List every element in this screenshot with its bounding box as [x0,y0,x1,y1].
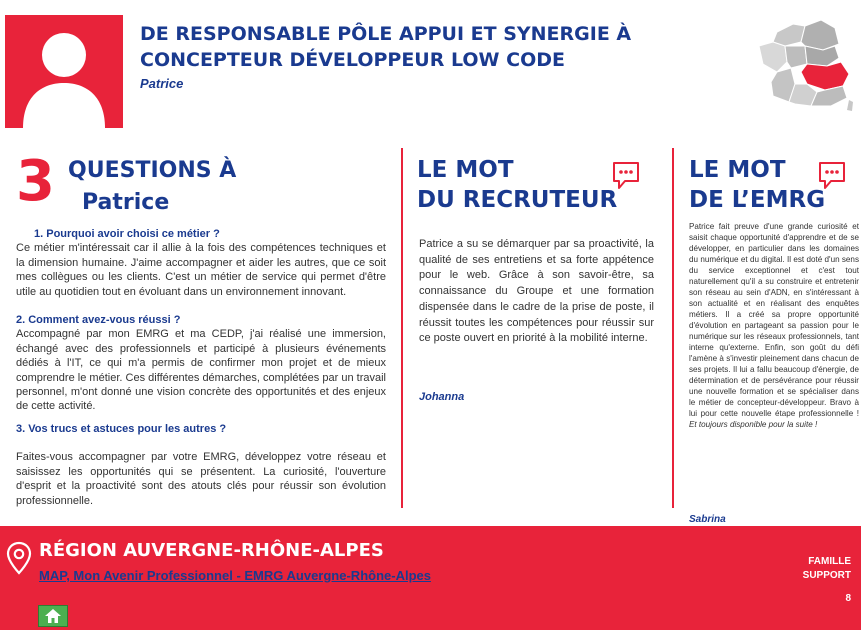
emrg-heading [689,155,825,215]
questions-heading [68,155,236,219]
questions-heading-label: QUESTIONS À [68,158,237,183]
recruteur-heading-line1: LE MOT [417,157,514,183]
questions-body [16,227,386,508]
answer-2: Accompagné par mon EMRG et ma CEDP, j'ai réalisé une immersion, échangé avec des professionnels et participé à plusieurs événements dédiés à l'IT, ce qui m'a permis de confirmer mon projet et de mieux comprendre le métier. Ces différentes démarches, complétées par un travail personnel, m'ont donné une vision concrète des opportunités et des enjeux de cette activité. [16,328,386,413]
questions-number: 3 [16,149,55,214]
emrg-text [689,221,859,430]
column-divider [672,148,674,508]
speech-bubble-icon [611,160,641,192]
question-1: 1. Pourquoi avoir choisi ce métier ? [34,228,220,240]
recruteur-heading [417,155,617,215]
avatar [5,15,123,128]
recruteur-heading-line2: DU RECRUTEUR [417,187,618,213]
answer-3: Faites-vous accompagner par votre EMRG, développez votre réseau et saisissez les opportunités qui se présentent. La curiosité, l'ouverture d'esprit et la proactivité sont des atouts clés pour réussir son évolution professionnelle. [16,451,386,507]
famille-label-line1: FAMILLE [808,556,851,567]
speech-bubble-icon [817,160,847,192]
home-button[interactable] [38,605,68,627]
map-region-se [811,86,847,106]
emrg-text-italic: Et toujours disponible pour la suite ! [689,420,818,429]
map-region-w [759,42,787,72]
questions-heading-name: Patrice [82,190,170,215]
emrg-text-main: Patrice fait preuve d'une grande curiosité et saisit chaque opportunité d'apprendre et de se développer, en particulier dans les domaines du numérique et du digital. Il est doté d'un sens du service exceptionnel et c'est tout naturellement qu'il a su construire et entretenir son réseau au sein d'ADN, en s'intéressant à son actualité et en réalisant des enquêtes métiers. Il a créé sa propre opportunité d'évolution en partageant sa passion pour le numérique sur les réseaux professionnels, tant interne qu'externe. Enfin, son goût du défi l'amène à s'investir pleinement dans chacun de ses projets. Il lui a fallu beaucoup d'énergie, de détermination et de persévérance pour réussir une nouvelle formation et se spécialiser dans le métier de concepteur-développeur. Bravo à lui pour cette nouvelle étape professionnelle ! [689,222,859,418]
map-region-ne [801,20,839,50]
emrg-map-link[interactable]: MAP, Mon Avenir Professionnel - EMRG Auvergne-Rhône-Alpes [39,568,431,583]
recruteur-text: Patrice a su se démarquer par sa proactivité, la qualité de ses entretiens et sa forte appétence pour le web. Grâce à son savoir-être, sa connaissance du Groupe et une formation dispensée dans le cadre de la prise de poste, il réussit toutes les compétences pour réussir sur ce poste ouvert en priorité à la mobilité interne. [419,238,654,345]
page-title: DE RESPONSABLE PÔLE APPUI ET SYNERGIE À CONCEPTEUR DÉVELOPPEUR LOW CODE [140,23,632,71]
famille-label-line2: SUPPORT [802,570,851,581]
home-icon [39,606,67,626]
famille-label [803,555,851,583]
page-number: 8 [845,593,851,604]
column-divider [401,148,403,508]
map-region-corsica [847,100,853,111]
map-region-nw [773,24,805,46]
emrg-signature: Sabrina [689,514,726,525]
map-region-center [785,46,807,68]
question-2: 2. Comment avez-vous réussi ? [16,314,181,327]
emrg-heading-line1: LE MOT [689,157,786,183]
france-region-map [755,12,855,112]
emrg-heading-line2: DE L’EMRG [689,187,826,213]
answer-1: Ce métier m'intéressait car il allie à la fois des compétences techniques et la dimension humaine. J'aime accompagner et aider les autres, que ce soit mes collègues ou les clients. C'est un métier de service qui permet d'être utile au quotidien tout en évoluant dans un environnement innovant. [16,242,386,298]
region-title: RÉGION AUVERGNE-RHÔNE-ALPES [39,540,384,561]
page-subtitle: Patrice [140,76,184,91]
location-pin-icon [6,541,32,575]
question-3: 3. Vos trucs et astuces pour les autres ? [16,422,227,435]
person-silhouette-icon [5,15,123,128]
recruteur-signature: Johanna [419,391,465,403]
